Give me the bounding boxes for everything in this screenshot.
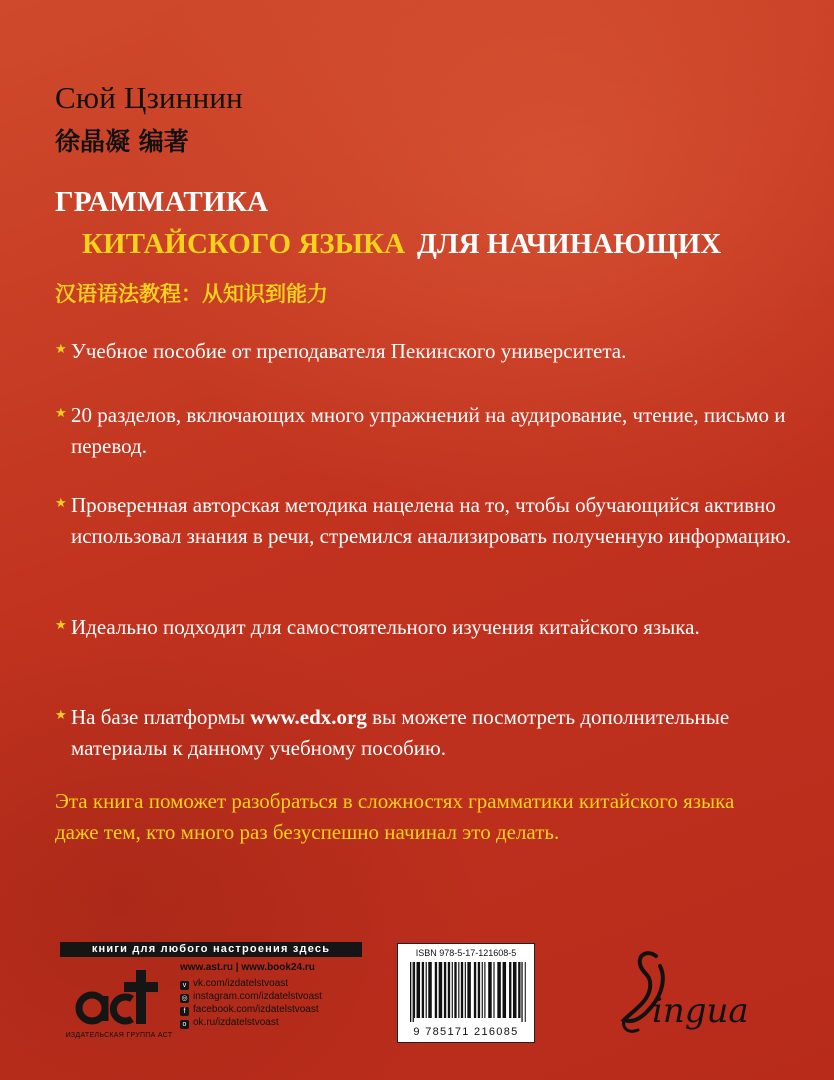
social-link-vk [180,977,322,990]
social-link-text: instagram.com/izdatelstvoast [193,991,322,1002]
author-name-ru: Сюй Цзиннин [55,80,243,115]
isbn-label: ISBN 978-5-17-121608-5 [415,948,517,958]
barcode-bar [509,962,511,1018]
barcode-bar [521,962,522,1022]
barcode-bar [478,962,480,1018]
title-accent: КИТАЙСКОГО ЯЗЫКА [82,228,406,260]
isbn-barcode-box [397,943,535,1043]
barcode-bar [503,962,507,1018]
barcode-bar [484,962,485,1018]
title-line-1: ГРАММАТИКА [55,186,269,218]
barcode-bar [428,962,432,1018]
edx-link: www.edx.org [250,705,367,729]
star-bullet-icon: ★ [55,617,67,632]
feature-text: Учебное пособие от преподавателя Пекинского университета. [71,339,627,363]
barcode-icon [410,962,526,1022]
instagram-icon: ◎ [181,995,188,1002]
barcode-bar [518,962,520,1018]
feature-text: 20 разделов, включающих много упражнений на аудирование, чтение, письмо и перевод. [71,403,786,458]
feature-text-after: вы можете посмотреть дополнительные материалы к данному учебному пособию. [71,705,730,760]
barcode-bar [513,962,517,1018]
publisher-caption: ИЗДАТЕЛЬСКАЯ ГРУППА АСТ [65,1032,173,1039]
feature-item [55,336,626,367]
barcode-bar [458,962,459,1018]
barcode-digits: 9 785171 216085 [413,1026,519,1038]
feature-text: Идеально подходит для самостоятельного изучения китайского языка. [71,615,700,639]
barcode-bar [465,962,466,1018]
star-bullet-icon: ★ [55,707,67,722]
publisher-sites: www.ast.ru | www.book24.ru [180,962,315,973]
lingua-text: ingua [652,991,749,1031]
social-link-text: ok.ru/izdatelstvoast [193,1017,279,1028]
barcode-bar [410,962,411,1022]
feature-text: Проверенная авторская методика нацелена на то, чтобы обучающийся активно использовал знания в речи, стремился анализировать полученную информацию. [71,493,792,548]
title-rest: ДЛЯ НАЧИНАЮЩИХ [417,228,722,260]
author-name-cn: 徐晶凝 编著 [55,127,189,156]
feature-text-before: На базе платформы [71,705,251,729]
barcode-bar [474,962,476,1018]
barcode-bar [413,962,414,1022]
barcode-bar [422,962,424,1018]
barcode-bar [417,962,421,1018]
barcode-bar [414,962,415,1018]
barcode-bar [448,962,450,1018]
ok-icon: o [180,1020,189,1029]
summary-text: Эта книга поможет разобраться в сложностях грамматики китайского языка даже тем, кто много раз безуспешно начинал это делать. [55,789,735,844]
facebook-icon: f [180,1007,189,1016]
star-bullet-icon: ★ [55,495,67,510]
barcode-bar [525,962,526,1022]
barcode-bar [467,962,471,1018]
publisher-links [180,962,322,1029]
social-link-ok [180,1016,322,1029]
feature-item [55,702,795,764]
barcode-bar [426,962,427,1018]
feature-item [55,400,795,462]
barcode-bar [452,962,453,1018]
barcode-bar [454,962,456,1018]
barcode-bar [482,962,483,1018]
star-bullet-icon: ★ [55,341,67,356]
barcode-bar [435,962,437,1018]
title-line-2 [82,228,721,261]
barcode-bar [461,962,463,1018]
feature-item [55,612,700,643]
barcode-bar [439,962,443,1018]
social-link-facebook [180,1003,322,1016]
barcode-bar [493,962,494,1018]
vk-icon: v [180,981,189,990]
star-bullet-icon: ★ [55,405,67,420]
barcode-bar [497,962,501,1018]
social-link-instagram [180,990,322,1003]
barcode-bar [444,962,446,1018]
subtitle-cn: 汉语语法教程：从知识到能力 [55,282,328,306]
lingua-logo [604,944,754,1040]
feature-item [55,490,795,552]
barcode-bar [488,962,492,1018]
social-link-text: vk.com/izdatelstvoast [193,978,289,989]
publisher-tagline: книги для любого настроения здесь [60,942,362,957]
ast-logo [70,966,160,1028]
social-link-text: facebook.com/izdatelstvoast [193,1004,319,1015]
